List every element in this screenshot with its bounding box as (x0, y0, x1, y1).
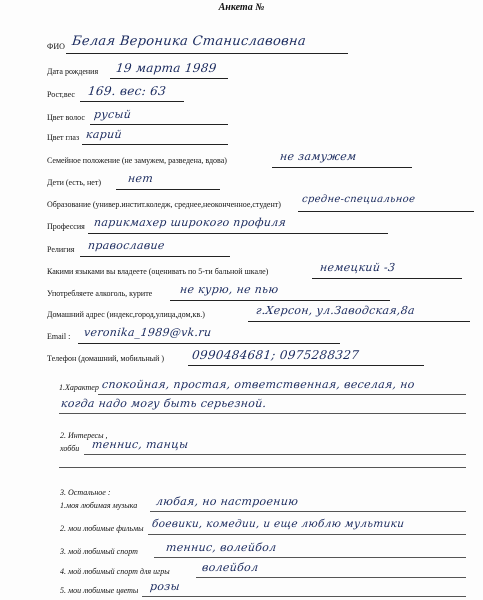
height-weight-value: 169. вес: 63 (87, 84, 167, 98)
marital-label: Семейное положение (не замужем, разведена, вдова) (47, 156, 227, 165)
alcohol-value: не курю, не пью (179, 283, 280, 296)
alcohol-line (170, 300, 390, 301)
music-label: 1.моя любимая музыка (60, 501, 138, 510)
interests-rule-2 (59, 467, 466, 468)
religion-label: Религия (47, 245, 75, 254)
religion-line (80, 256, 230, 257)
phone-value: 0990484681; 0975288327 (191, 348, 360, 362)
character-line1: спокойная, простая, ответственная, веселая, но (101, 378, 416, 391)
sport-label: 3. мой любимый спорт (60, 547, 138, 556)
flowers-rule (142, 596, 466, 597)
character-line2: когда надо могу быть серьезной. (60, 397, 268, 410)
interests-value: теннис, танцы (91, 438, 190, 451)
phone-label: Телефон (домашний, мобильный ) (47, 354, 165, 363)
sport-rule (154, 557, 466, 558)
education-label: Образование (универ.инстит.коледж, среднее,неоконченное,студент) (47, 200, 281, 209)
hobby-label: хобби (60, 444, 80, 453)
music-rule (150, 511, 466, 512)
phone-line (188, 365, 424, 366)
email-line (78, 343, 340, 344)
eyes-line (82, 144, 228, 145)
interests-rule-1 (84, 454, 466, 455)
eyes-label: Цвет глаз (47, 133, 80, 142)
birth-line (110, 78, 228, 79)
game-sport-rule (196, 577, 466, 578)
fio-label: ФИО (47, 42, 65, 51)
other-label: 3. Остальное : (60, 488, 111, 497)
birth-label: Дата рождения (47, 67, 99, 76)
height-weight-label: Рост,вес (47, 90, 75, 99)
profession-value: парикмахер широкого профиля (93, 216, 287, 229)
hair-value: русый (93, 108, 132, 121)
character-rule-2 (59, 413, 466, 414)
form-title: Анкета № (218, 2, 265, 13)
height-weight-line (80, 101, 184, 102)
children-label: Дети (есть, нет) (47, 178, 101, 187)
films-label: 2. мои любимые фильмы (60, 524, 144, 533)
alcohol-label: Употребляете алкоголь, курите (47, 289, 153, 298)
profession-line (88, 233, 388, 234)
fio-line (66, 53, 348, 54)
character-label: 1.Характер (59, 383, 99, 392)
languages-line (312, 278, 462, 279)
profession-label: Профессия (47, 222, 85, 231)
children-value: нет (127, 172, 154, 185)
flowers-value: розы (149, 580, 181, 593)
films-value: боевики, комедии, и еще люблю мультики (151, 518, 405, 530)
languages-value: немецкий -3 (319, 261, 396, 274)
eyes-value: карий (85, 128, 123, 141)
hair-label: Цвет волос (47, 113, 85, 122)
game-sport-label: 4. мой любимый спорт для игры (60, 567, 170, 576)
languages-label: Какими языками вы владеете (оценивать по 5-ти бальной шкале) (47, 267, 269, 276)
email-label: Email : (47, 332, 71, 341)
address-value: г.Херсон, ул.Заводская,8а (255, 304, 416, 317)
interests-label: 2. Интересы , (60, 431, 108, 440)
marital-line (272, 167, 412, 168)
email-value: veronika_1989@vk.ru (83, 326, 213, 339)
sport-value: теннис, волейбол (165, 541, 278, 554)
religion-value: православие (87, 239, 166, 252)
children-line (116, 189, 220, 190)
fio-value: Белая Вероника Станиславовна (71, 34, 307, 49)
flowers-label: 5. мои любимые цветы (60, 586, 139, 595)
address-line (248, 321, 470, 322)
birth-value: 19 марта 1989 (115, 61, 218, 75)
education-line (298, 211, 474, 212)
hair-line (90, 124, 228, 125)
character-rule-1 (98, 394, 466, 395)
education-value: средне-специальное (301, 194, 416, 205)
marital-value: не замужем (279, 150, 358, 163)
films-rule (148, 534, 466, 535)
address-label: Домашний адрес (индекс,город,улица,дом,кв.) (47, 310, 205, 319)
game-sport-value: волейбол (201, 561, 260, 574)
music-value: любая, но настроению (155, 495, 299, 508)
